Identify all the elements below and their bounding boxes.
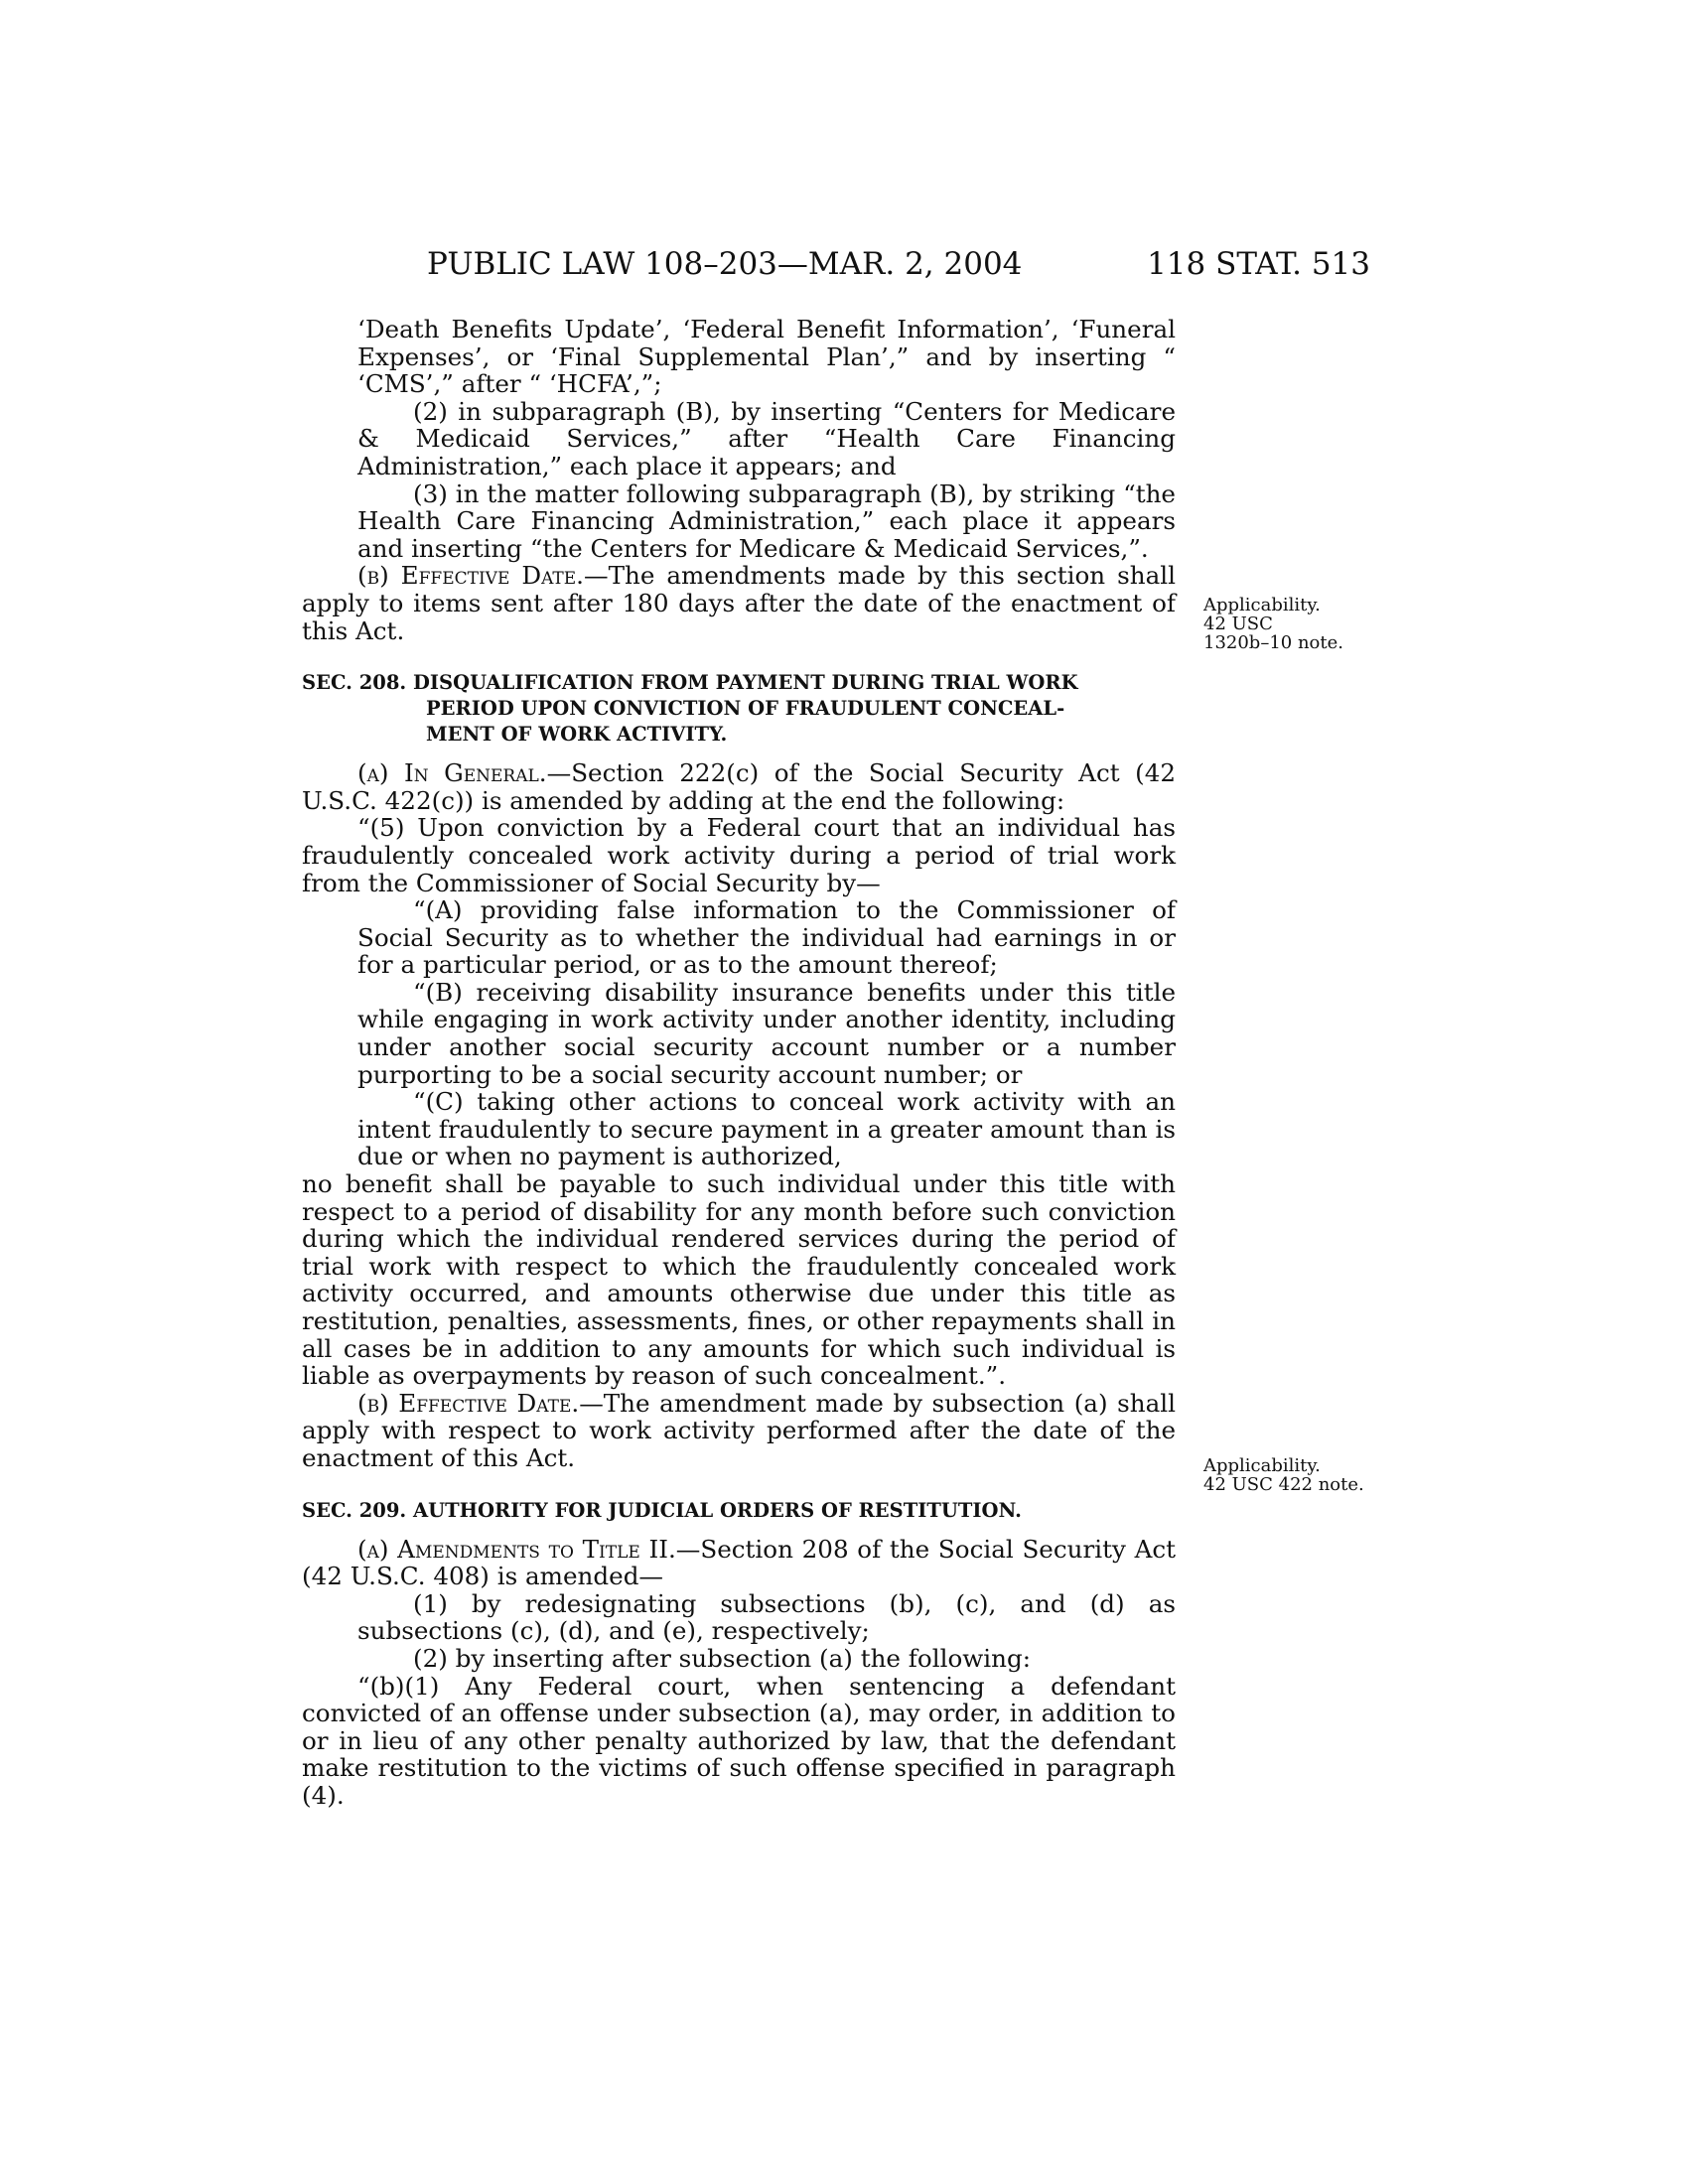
paragraph: (2) by inserting after subsection (a) the following:: [413, 1643, 1032, 1673]
effective-date-paragraph: [302, 562, 1176, 644]
paragraph: (3) in the matter following subparagraph (B), by striking “the Health Care Financing Administration,” each place it appears and inserting “the Centers for Medicare & Medicaid Services,”.: [357, 478, 1176, 563]
note-line: 42 USC 422 note.: [1203, 1474, 1364, 1495]
note-line: 1320b–10 note.: [1203, 632, 1343, 653]
heading-line: SEC. 209. AUTHORITY FOR JUDICIAL ORDERS OF RESTITUTION.: [302, 1498, 1022, 1522]
page-reference: 118 STAT. 513: [1147, 246, 1370, 282]
note-line: 42 USC: [1203, 614, 1273, 634]
closing-paragraph: no benefit shall be payable to such individual under this title with respect to a period of disability for any month before such conviction during which the individual rendered services during the period of trial work with respect to which the fraudulently concealed work activity occurred, and amounts otherwise due under this title as restitution, penalties, assessments, fines, or other repayments shall in all cases be in addition to any amounts for which such individual is liable as overpayments by reason of such concealment.”.: [302, 1169, 1176, 1391]
subsection-text: —Section 222(c) of the Social Security Act (42 U.S.C. 422(c)) is amended by adding at the end the following:: [302, 758, 1176, 815]
quoted-clause-b: “(B) receiving disability insurance benefits under this title while engaging in work activity under another identity, including under another social security account number or a number purporting to be a social security account number; or: [357, 977, 1176, 1089]
header-title: PUBLIC LAW 108–203—MAR. 2, 2004: [427, 246, 1023, 282]
subsection-text: —Section 208 of the Social Security Act (42 U.S.C. 408) is amended—: [302, 1534, 1176, 1591]
paragraph: (2) in subparagraph (B), by inserting “Centers for Medicare & Medicaid Services,” after “Health Care Financing Administration,” each place it appears; and: [357, 396, 1176, 480]
margin-note-applicability: [1203, 596, 1343, 652]
effective-date-text: —The amendment made by subsection (a) shall apply with respect to work activity performed after the date of the enactment of this Act.: [302, 1388, 1176, 1472]
note-line: Applicability.: [1203, 1455, 1321, 1476]
quoted-paragraph: “(5) Upon conviction by a Federal court that an individual has fraudulently concealed work activity during a period of trial work from the Commissioner of Social Security by—: [302, 813, 1176, 897]
subsection-heading: (a) In General.: [357, 758, 547, 788]
effective-date-text: —The amendments made by this section shall apply to items sent after 180 days after the date of the enactment of this Act.: [302, 561, 1176, 645]
section-209-heading: [302, 1498, 1176, 1524]
quoted-paragraph: “(b)(1) Any Federal court, when sentencing a defendant convicted of an offense under subsection (a), may order, in addition to or in lieu of any other penalty authorized by law, that the defendant make restitution to the victims of such offense specified in paragraph (4).: [302, 1671, 1176, 1810]
running-header: [0, 246, 1688, 286]
document-body: [302, 316, 1176, 1810]
subsection-heading: (a) Amendments to Title II.: [357, 1534, 676, 1564]
subsection-a: [302, 759, 1176, 814]
heading-line: MENT OF WORK ACTIVITY.: [426, 723, 728, 747]
paragraph: ‘Death Benefits Update’, ‘Federal Benefit Information’, ‘Funeral Expenses’, or ‘Final Supplemental Plan’,” and by inserting “ ‘CMS’,” after “ ‘HCFA’,”;: [357, 315, 1176, 399]
quoted-clause-a: “(A) providing false information to the Commissioner of Social Security as to whether the individual had earnings in or for a particular period, or as to the amount thereof;: [357, 895, 1176, 980]
margin-note-applicability: [1203, 1456, 1364, 1494]
heading-line: SEC. 208. DISQUALIFICATION FROM PAYMENT DURING TRIAL WORK: [302, 671, 1078, 695]
paragraph: (1) by redesignating subsections (b), (c), and (d) as subsections (c), (d), and (e), respectively;: [357, 1588, 1176, 1646]
heading-line: PERIOD UPON CONVICTION OF FRAUDULENT CONCEAL-: [426, 697, 1065, 721]
quoted-clause-c: “(C) taking other actions to conceal work activity with an intent fraudulently to secure payment in a greater amount than is due or when no payment is authorized,: [357, 1087, 1176, 1171]
effective-date-paragraph: [302, 1390, 1176, 1472]
effective-date-heading: (b) Effective Date.: [357, 561, 584, 591]
effective-date-heading: (b) Effective Date.: [357, 1388, 580, 1418]
note-line: Applicability.: [1203, 595, 1321, 615]
subsection-a: [302, 1536, 1176, 1590]
section-208-heading: [302, 670, 1176, 748]
